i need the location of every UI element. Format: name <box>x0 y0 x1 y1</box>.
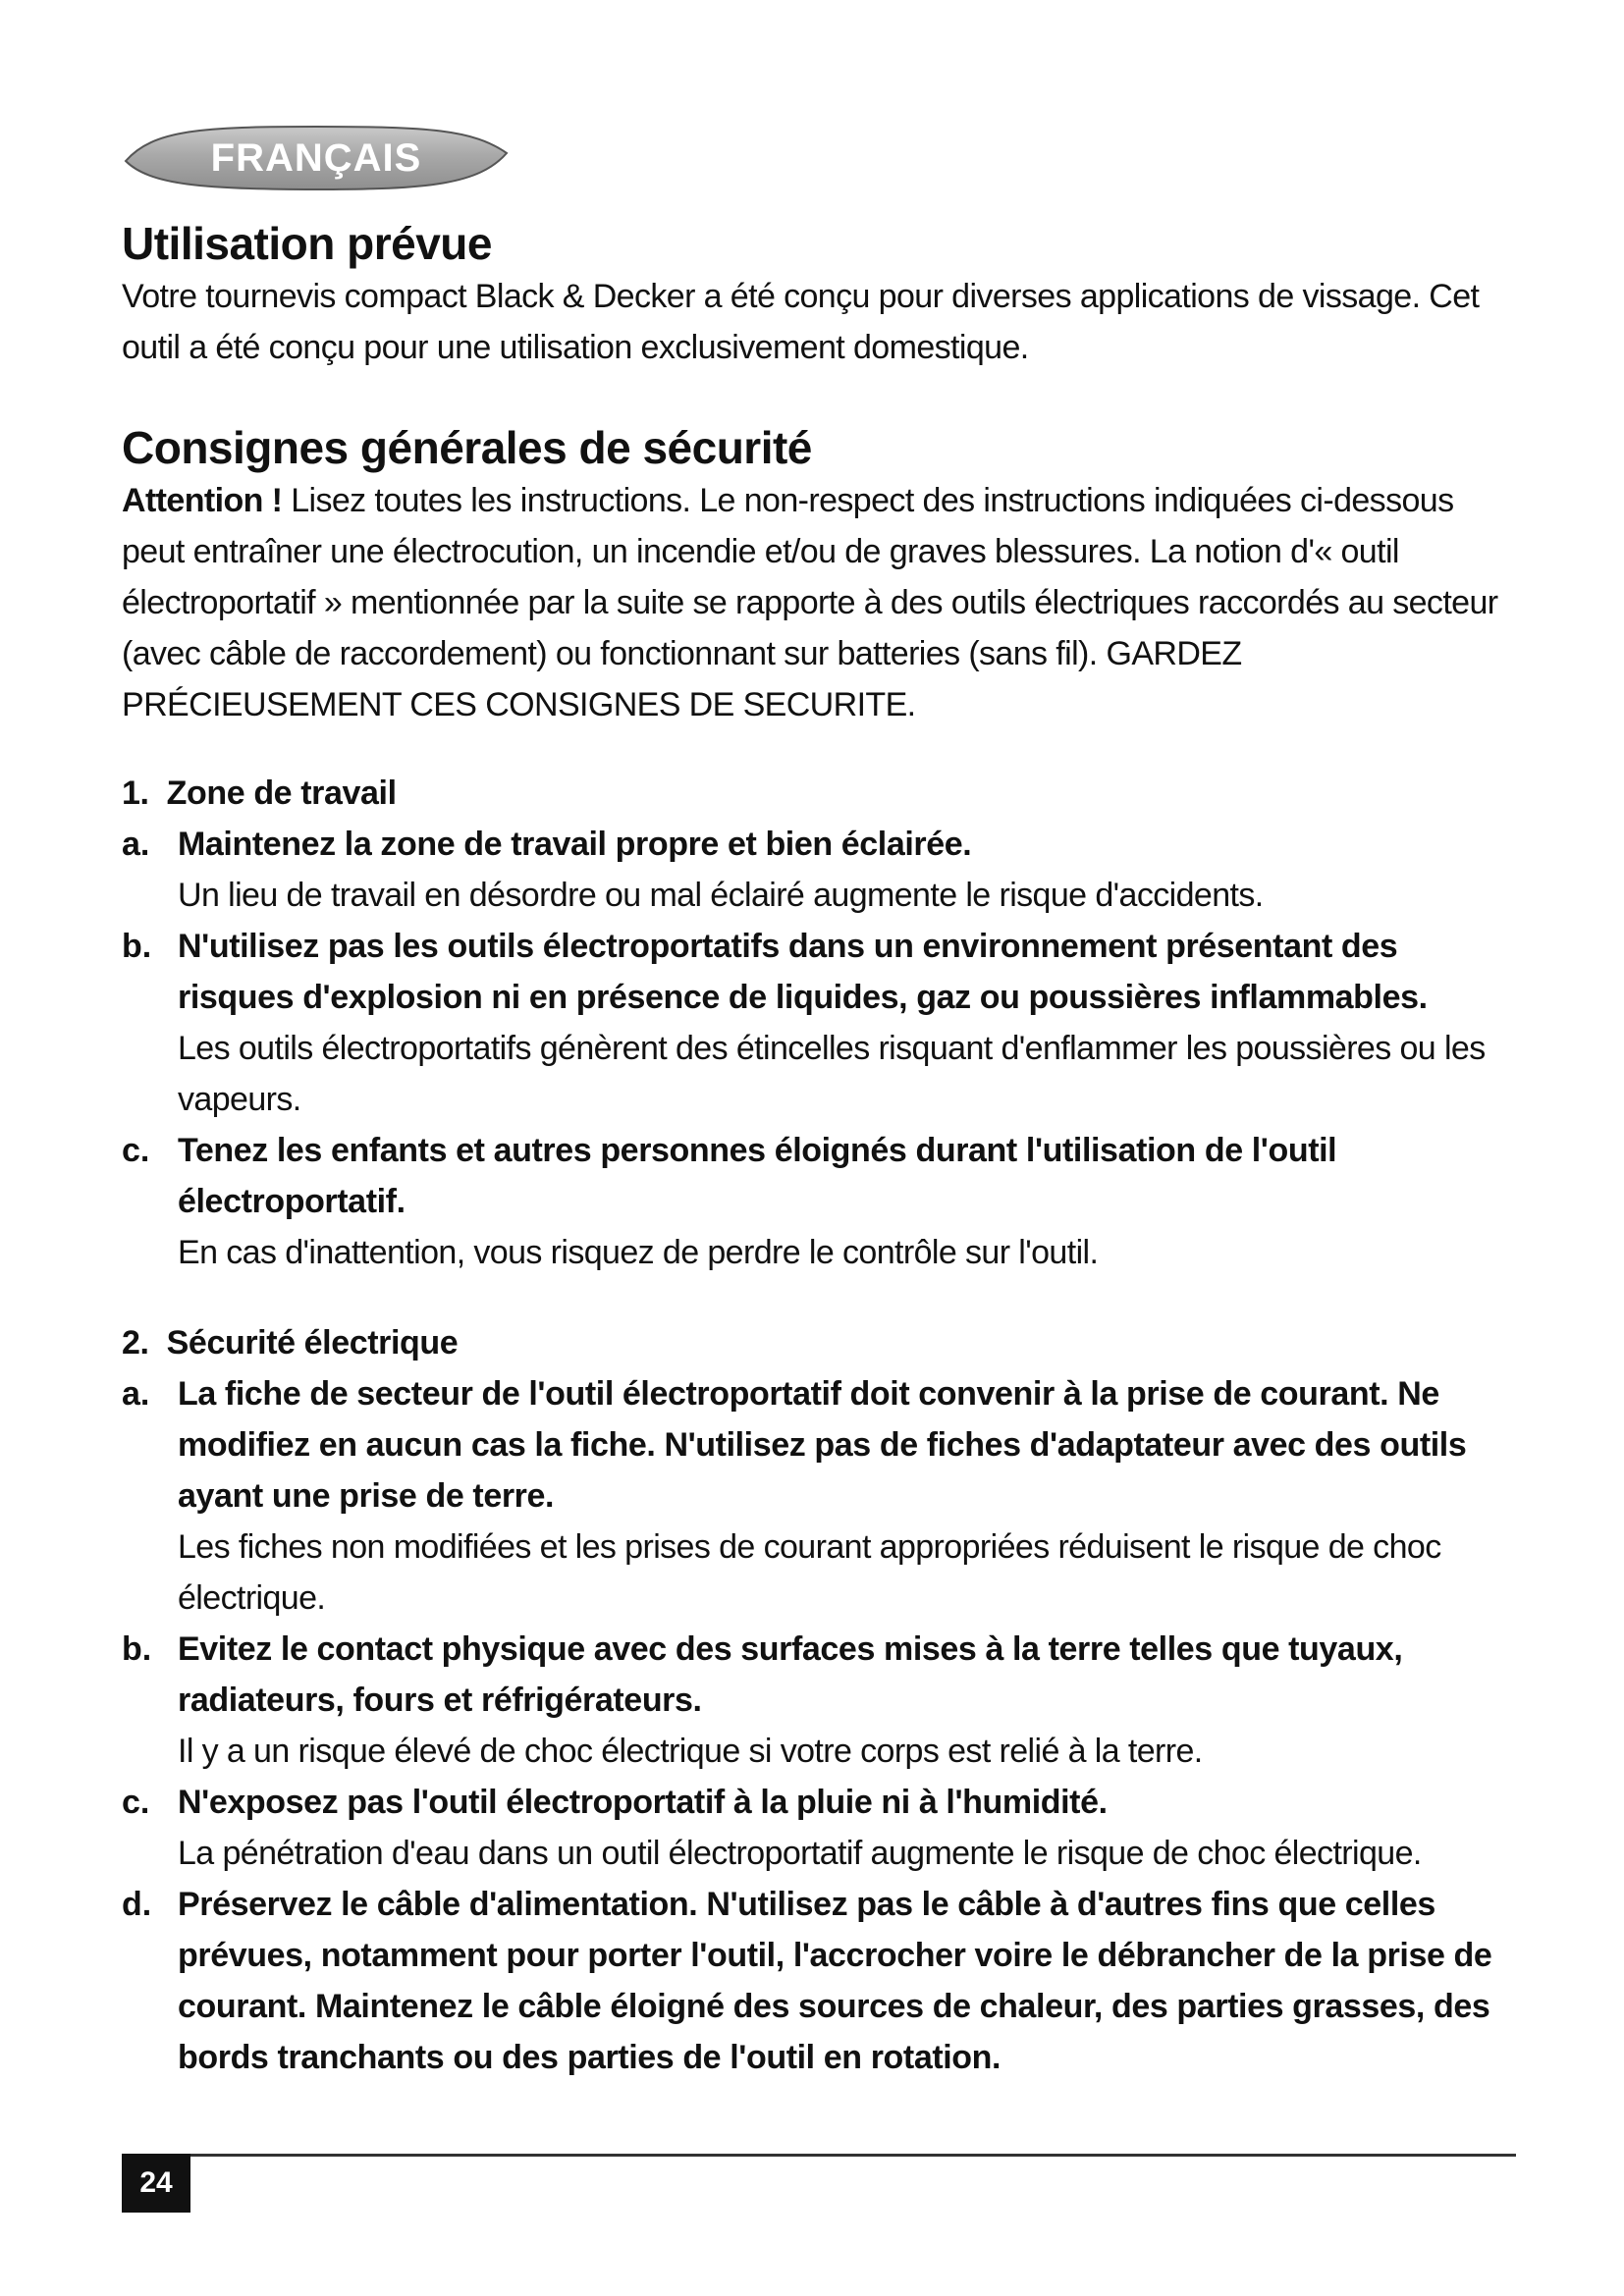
item-letter: b. <box>122 928 152 965</box>
item-instruction: Préservez le câble d'alimentation. N'utilisez pas le câble à d'autres fins que celles prévues, notamment pour porter l'outil, l'accrocher voire le débrancher de la prise de courant. Maintenez le câble éloigné des sources de chaleur, des parties grasses, des bords tranchants ou des parties de l'outil en rotation. <box>178 1886 1492 2076</box>
list-item <box>122 1777 1516 1879</box>
item-letter: a. <box>122 826 150 863</box>
language-label: FRANÇAIS <box>210 136 422 180</box>
page-number: 24 <box>122 2154 190 2213</box>
item-explanation: Il y a un risque élevé de choc électrique si votre corps est relié à la terre. <box>178 1733 1203 1770</box>
item-instruction: N'utilisez pas les outils électroportatifs dans un environnement présentant des risques d'explosion ni en présence de liquides, gaz ou poussières inflammables. <box>178 928 1428 1016</box>
item-explanation: La pénétration d'eau dans un outil électroportatif augmente le risque de choc électrique. <box>178 1835 1422 1872</box>
general-safety-heading: Consignes générales de sécurité <box>122 422 812 473</box>
section-work-area-title <box>122 768 1516 819</box>
list-item <box>122 1879 1516 2083</box>
item-letter: c. <box>122 1132 150 1169</box>
item-letter: a. <box>122 1375 150 1413</box>
item-explanation: Les fiches non modifiées et les prises de courant appropriées réduisent le risque de choc électrique. <box>178 1528 1441 1617</box>
item-explanation: Les outils électroportatifs génèrent des étincelles risquant d'enflammer les poussières ou les vapeurs. <box>178 1030 1486 1118</box>
item-instruction: N'exposez pas l'outil électroportatif à la pluie ni à l'humidité. <box>178 1784 1108 1821</box>
section-title: Zone de travail <box>166 774 397 812</box>
general-safety-text <box>122 475 1516 730</box>
item-letter: c. <box>122 1784 150 1821</box>
item-instruction: Maintenez la zone de travail propre et bien éclairée. <box>178 826 972 863</box>
item-instruction: Tenez les enfants et autres personnes éloignés durant l'utilisation de l'outil électroportatif. <box>178 1132 1337 1220</box>
page-content <box>122 216 1516 2083</box>
item-explanation: Un lieu de travail en désordre ou mal éclairé augmente le risque d'accidents. <box>178 877 1264 914</box>
language-tab <box>124 124 509 192</box>
intended-use-heading: Utilisation prévue <box>122 218 492 269</box>
list-item <box>122 921 1516 1125</box>
intended-use-text: Votre tournevis compact Black & Decker a été conçu pour diverses applications de vissage. Cet outil a été conçu pour une utilisation exclusivement domestique. <box>122 278 1480 366</box>
list-item <box>122 1125 1516 1278</box>
attention-label: Attention ! <box>122 482 283 519</box>
attention-text: Lisez toutes les instructions. Le non-respect des instructions indiquées ci-dessous peut entraîner une électrocution, un incendie et/ou de graves blessures. La notion d'« outil électroportatif » mentionnée par la suite se rapporte à des outils électriques raccordés au secteur (avec câble de raccordement) ou fonctionnant sur batteries (sans fil). GARDEZ PRÉCIEUSEMENT CES CONSIGNES DE SECURITE. <box>122 482 1498 723</box>
section-title: Sécurité électrique <box>166 1324 459 1362</box>
list-item <box>122 1624 1516 1777</box>
item-letter: b. <box>122 1630 152 1668</box>
item-instruction: Evitez le contact physique avec des surfaces mises à la terre telles que tuyaux, radiateurs, fours et réfrigérateurs. <box>178 1630 1403 1719</box>
item-letter: d. <box>122 1886 152 1923</box>
item-instruction: La fiche de secteur de l'outil électroportatif doit convenir à la prise de courant. Ne modifiez en aucun cas la fiche. N'utilisez pas de fiches d'adaptateur avec des outils ayant une prise de terre. <box>178 1375 1467 1515</box>
list-item <box>122 819 1516 921</box>
section-number: 1. <box>122 774 149 812</box>
list-item <box>122 1368 1516 1624</box>
footer-divider <box>122 2154 1516 2157</box>
item-explanation: En cas d'inattention, vous risquez de perdre le contrôle sur l'outil. <box>178 1234 1099 1271</box>
section-number: 2. <box>122 1324 149 1362</box>
section-electrical-safety-title <box>122 1317 1516 1368</box>
